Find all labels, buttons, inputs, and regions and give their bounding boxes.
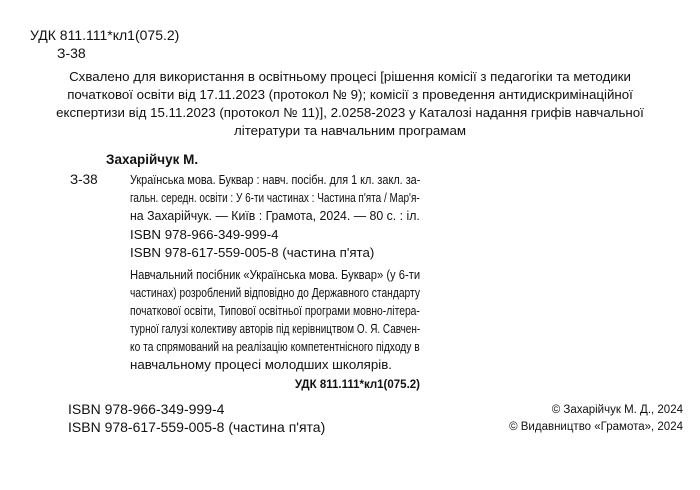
approval-notice (30, 68, 670, 140)
annotation-line: ко та спрямований на реалізацію компетентнісного підходу в (130, 339, 420, 354)
footer-isbn-set: ISBN 978-966-349-999-4 (68, 401, 225, 417)
udk-card: УДК 811.111*кл1(075.2) (294, 379, 420, 391)
isbn-set: ISBN 978-966-349-999-4 (130, 227, 279, 242)
description-line: гальн. середн. освіти : У 6-ти частинах : Частина п'ята / Мар'я- (130, 190, 420, 205)
author-sign-card: З-38 (70, 172, 98, 187)
copyright-author: © Захарійчук М. Д., 2024 (551, 404, 683, 416)
annotation-line: Навчальний посібник «Українська мова. Буквар» (у 6-ти (130, 267, 421, 282)
description-line: на Захарійчук. — Київ : Грамота, 2024. — 80 с. : іл. (130, 208, 420, 223)
footer-isbn-part: ISBN 978-617-559-005-8 (частина п'ята) (68, 419, 326, 435)
annotation-line: частинах) розроблений відповідно до Державного стандарту (130, 285, 421, 300)
annotation-line: початкової освіти, Типової освітньої програми мовно-літера- (130, 303, 420, 318)
annotation-line: турної галузі колективу авторів під керівництвом О. Я. Савчен- (130, 321, 421, 336)
bibliographic-description (130, 171, 420, 225)
approval-line: експертизи від 15.11.2023 (протокол № 11)], 2.0258-2023 у Каталозі надання грифів навчальної (56, 105, 644, 120)
description-line: Українська мова. Буквар : навч. посібн. для 1 кл. закл. за- (130, 172, 421, 187)
annotation-line: навчальному процесі молодших школярів. (130, 357, 392, 372)
copyright-publisher: © Видавництво «Грамота», 2024 (509, 421, 683, 433)
isbn-part: ISBN 978-617-559-005-8 (частина п'ята) (130, 245, 375, 260)
author-name: Захарійчук М. (106, 152, 199, 167)
approval-line: Схвалено для використання в освітньому процесі [рішення комісії з педагогіки та методики (69, 69, 631, 84)
udk-code: УДК 811.111*кл1(075.2) (30, 27, 180, 43)
author-sign: З-38 (57, 45, 86, 61)
annotation (130, 266, 420, 374)
approval-line: початкової освіти від 17.11.2023 (протокол № 9); комісії з проведення антидискримінаційної (67, 87, 633, 102)
approval-line: літератури та навчальним програмам (234, 123, 466, 138)
